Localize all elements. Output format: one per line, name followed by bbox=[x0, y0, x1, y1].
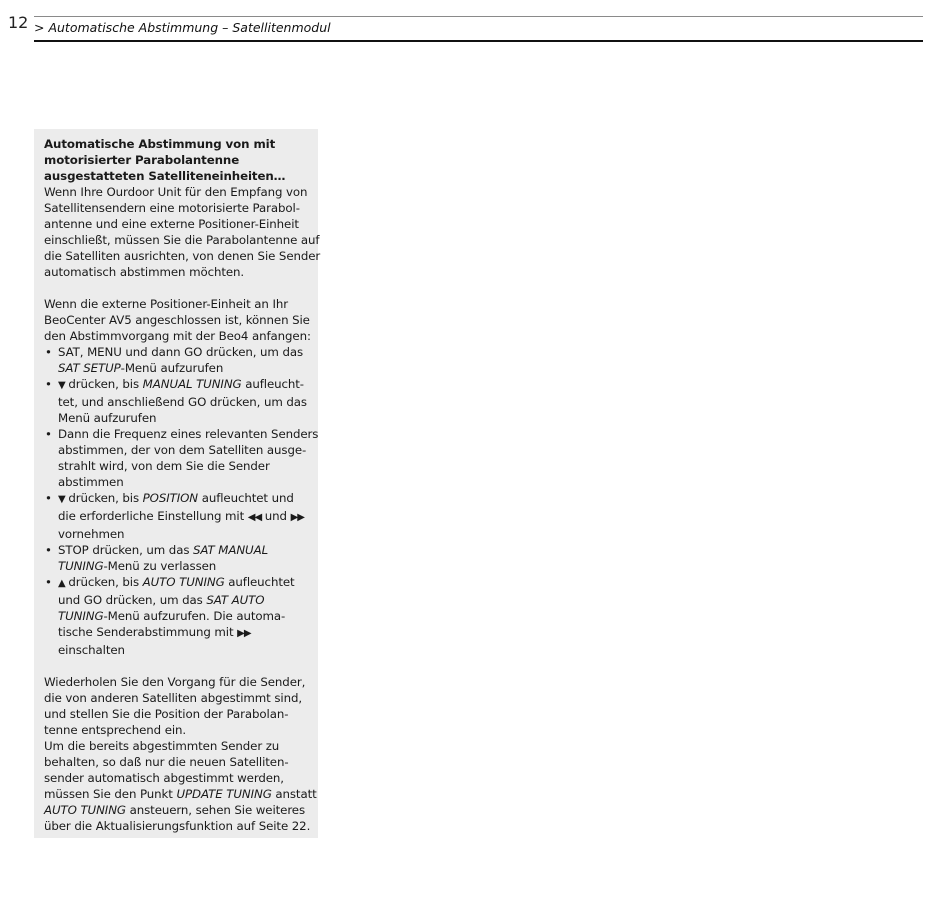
menu-name: MANUAL TUNING bbox=[142, 377, 242, 391]
text-line: antenne und eine externe Positioner-Einheit bbox=[44, 217, 299, 231]
step-text: -Menü aufzurufen bbox=[120, 361, 224, 375]
text-line bbox=[44, 786, 317, 802]
page-number: 12 bbox=[8, 13, 29, 32]
text-fragment: ansteuern, sehen Sie weiteres bbox=[125, 803, 306, 817]
step-text: aufleuchtet und bbox=[198, 491, 294, 505]
paragraph-gap bbox=[44, 280, 312, 296]
step-line bbox=[58, 360, 312, 376]
step-line bbox=[58, 542, 312, 558]
text-line: einschließt, müssen Sie die Parabolantenne auf bbox=[44, 233, 320, 247]
step-item bbox=[44, 574, 312, 658]
step-text: Menü aufzurufen bbox=[58, 411, 157, 425]
step-text: -Menü zu verlassen bbox=[103, 559, 217, 573]
step-line bbox=[58, 608, 312, 624]
menu-name: UPDATE TUNING bbox=[176, 787, 272, 801]
step-text: und GO drücken, um das bbox=[58, 593, 207, 607]
section-header: > Automatische Abstimmung – Satellitenmodul bbox=[34, 20, 331, 35]
step-line bbox=[58, 642, 312, 658]
step-item bbox=[44, 542, 312, 574]
rewind-icon: ◀◀ bbox=[247, 512, 262, 523]
step-text: tische Senderabstimmung mit bbox=[58, 625, 238, 639]
step-text: vornehmen bbox=[58, 527, 125, 541]
text-line: die von anderen Satelliten abgestimmt sind, bbox=[44, 691, 302, 705]
step-item bbox=[44, 376, 312, 426]
header-rule-top bbox=[34, 16, 923, 17]
panel-title bbox=[44, 136, 312, 184]
menu-name: SAT MANUAL bbox=[193, 543, 269, 557]
menu-name: AUTO TUNING bbox=[44, 803, 126, 817]
menu-name: TUNING bbox=[58, 559, 104, 573]
text-line: BeoCenter AV5 angeschlossen ist, können Sie bbox=[44, 313, 310, 327]
fast-forward-icon: ▶▶ bbox=[290, 512, 304, 523]
step-line bbox=[58, 574, 312, 592]
text-line: sender automatisch abgestimmt werden, bbox=[44, 771, 284, 785]
step-line bbox=[58, 410, 312, 426]
step-line bbox=[58, 592, 312, 608]
step-text: einschalten bbox=[58, 643, 125, 657]
step-text: und bbox=[261, 509, 291, 523]
closing-paragraph bbox=[44, 674, 317, 834]
step-line bbox=[58, 558, 312, 574]
text-line: Wenn Ihre Ourdoor Unit für den Empfang von bbox=[44, 185, 308, 199]
step-text: drücken, bis bbox=[64, 575, 143, 589]
text-line: Wenn die externe Positioner-Einheit an Ihr bbox=[44, 297, 288, 311]
text-line: automatisch abstimmen möchten. bbox=[44, 265, 245, 279]
step-text: aufleuchtet bbox=[224, 575, 295, 589]
step-line bbox=[58, 508, 312, 526]
menu-name: TUNING bbox=[58, 609, 104, 623]
step-line bbox=[58, 344, 312, 360]
text-line: behalten, so daß nur die neuen Satelliten- bbox=[44, 755, 289, 769]
text-line: über die Aktualisierungsfunktion auf Seite 22. bbox=[44, 819, 311, 833]
step-text: aufleucht- bbox=[241, 377, 304, 391]
step-text: Dann die Frequenz eines relevanten Senders bbox=[58, 427, 319, 441]
panel-title-line: motorisierter Parabolantenne bbox=[44, 153, 240, 167]
instruction-panel bbox=[34, 129, 321, 838]
step-line bbox=[58, 474, 312, 490]
menu-name: SAT AUTO bbox=[206, 593, 265, 607]
text-line: den Abstimmvorgang mit der Beo4 anfangen: bbox=[44, 329, 311, 343]
step-list bbox=[44, 344, 319, 658]
text-line: Wiederholen Sie den Vorgang für die Sender, bbox=[44, 675, 306, 689]
header-rule-bottom bbox=[34, 40, 923, 42]
arrow-down-icon: ▼ bbox=[58, 494, 65, 505]
intro-paragraph bbox=[44, 184, 321, 280]
text-line: tenne entsprechend ein. bbox=[44, 723, 187, 737]
step-text: strahlt wird, von dem Sie die Sender bbox=[58, 459, 270, 473]
step-line bbox=[58, 442, 312, 458]
text-line: Um die bereits abgestimmten Sender zu bbox=[44, 739, 280, 753]
step-line bbox=[58, 458, 312, 474]
step-text: drücken, bis bbox=[64, 377, 143, 391]
text-fragment: müssen Sie den Punkt bbox=[44, 787, 177, 801]
panel-title-line: Automatische Abstimmung von mit bbox=[44, 137, 276, 151]
step-text: drücken, bis bbox=[64, 491, 143, 505]
paragraph-gap bbox=[44, 658, 312, 674]
fast-forward-icon: ▶▶ bbox=[237, 628, 251, 639]
menu-name: SAT SETUP bbox=[58, 361, 121, 375]
arrow-down-icon: ▼ bbox=[58, 380, 65, 391]
step-text: STOP drücken, um das bbox=[58, 543, 194, 557]
text-line: die Satelliten ausrichten, von denen Sie Sender bbox=[44, 249, 321, 263]
step-line bbox=[58, 376, 312, 394]
step-line bbox=[58, 394, 312, 410]
text-line bbox=[44, 802, 312, 818]
positioner-paragraph bbox=[44, 296, 312, 344]
step-item bbox=[44, 490, 312, 542]
step-text: SAT, MENU und dann GO drücken, um das bbox=[58, 345, 304, 359]
step-text: abstimmen, der von dem Satelliten ausge- bbox=[58, 443, 307, 457]
step-text: -Menü aufzurufen. Die automa- bbox=[103, 609, 286, 623]
panel-title-line: ausgestatteten Satelliteneinheiten… bbox=[44, 169, 286, 183]
text-fragment: anstatt bbox=[271, 787, 317, 801]
step-line bbox=[58, 624, 312, 642]
text-line: und stellen Sie die Position der Parabolan- bbox=[44, 707, 289, 721]
menu-name: AUTO TUNING bbox=[142, 575, 225, 589]
step-text: tet, und anschließend GO drücken, um das bbox=[58, 395, 307, 409]
step-item bbox=[44, 344, 312, 376]
step-line bbox=[58, 526, 312, 542]
step-text: abstimmen bbox=[58, 475, 124, 489]
menu-name: POSITION bbox=[142, 491, 199, 505]
step-line bbox=[58, 490, 312, 508]
step-item bbox=[44, 426, 319, 490]
step-text: die erforderliche Einstellung mit bbox=[58, 509, 248, 523]
arrow-up-icon: ▲ bbox=[58, 578, 65, 589]
text-line: Satellitensendern eine motorisierte Parabol- bbox=[44, 201, 300, 215]
step-line bbox=[58, 426, 319, 442]
